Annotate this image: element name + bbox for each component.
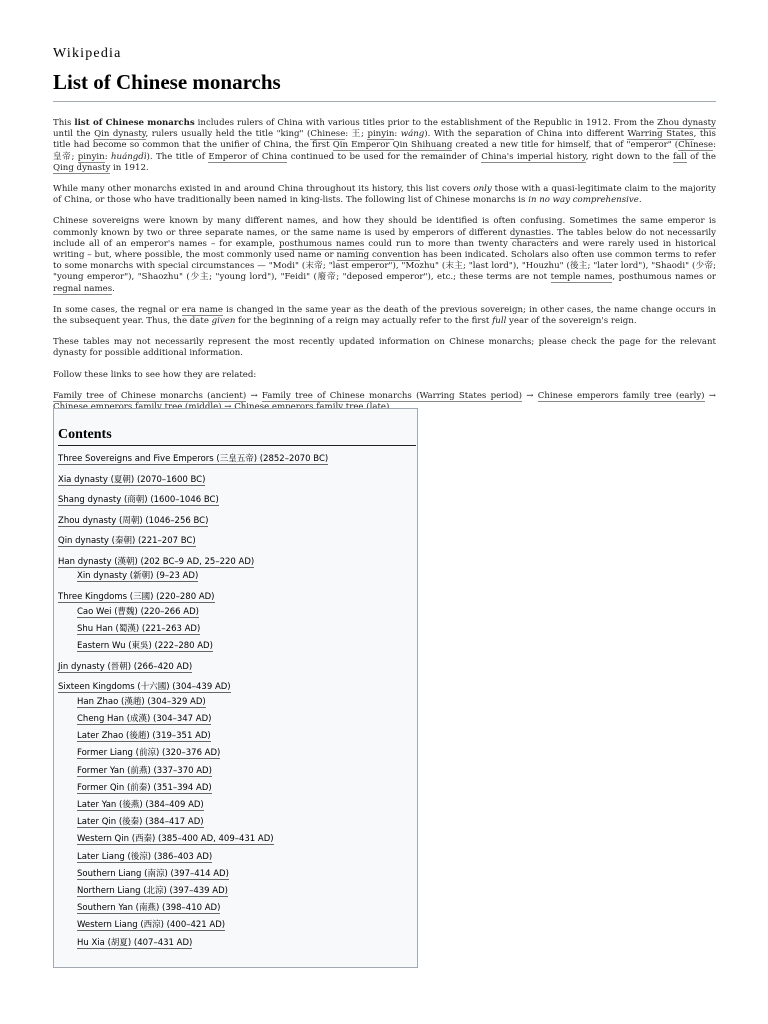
toc-item[interactable]: Three Kingdoms (三國) (220–280 AD) <box>58 592 215 602</box>
intro-paragraph-5: These tables may not necessarily represent the most recently updated information on Chinese monarchs; please check the page for the relevant dynasty for possible additional information. <box>53 337 716 359</box>
toc-item[interactable]: Qin dynasty (秦朝) (221–207 BC) <box>58 536 196 546</box>
intro-paragraph-6: Follow these links to see how they are related: <box>53 369 257 380</box>
toc-subitem[interactable]: Han Zhao (漢趙) (304–329 AD) <box>77 696 206 707</box>
toc-subitem[interactable]: Shu Han (蜀漢) (221–263 AD) <box>77 623 201 634</box>
toc-list <box>58 452 328 953</box>
toc-subitem[interactable]: Eastern Wu (東吳) (222–280 AD) <box>77 640 213 651</box>
link-pinyin[interactable]: pinyin <box>367 129 395 140</box>
toc-subitem[interactable]: Hu Xia (胡夏) (407–431 AD) <box>77 937 193 948</box>
toc-item[interactable]: Han dynasty (漢朝) (202 BC–9 AD, 25–220 AD) <box>58 556 255 567</box>
link-qing-dynasty[interactable]: Qing dynasty <box>53 162 111 173</box>
family-tree-links: Family tree of Chinese monarchs (ancient) → Family tree of Chinese monarchs (Warring States period) → Chinese emperors family tree (early) → <box>53 391 716 413</box>
link-pinyin-2[interactable]: pinyin <box>77 151 105 162</box>
toc-subitem[interactable]: Cheng Han (成漢) (304–347 AD) <box>77 714 212 725</box>
wikipedia-wordmark[interactable]: Wikipedia <box>53 46 122 61</box>
toc-subitem[interactable]: Later Yan (後燕) (384–409 AD) <box>77 800 204 810</box>
toc-subitem[interactable]: Former Qin (前秦) (351–394 AD) <box>77 782 212 793</box>
toc-title: Contents <box>58 427 416 446</box>
toc-subitem[interactable]: Western Qin (西秦) (385–400 AD, 409–431 AD) <box>77 834 274 845</box>
article-body <box>53 118 716 423</box>
link-temple-names[interactable]: temple names <box>550 272 613 283</box>
toc-subitem[interactable]: Southern Liang (南涼) (397–414 AD) <box>77 868 229 879</box>
toc-subitem[interactable]: Western Liang (西涼) (400–421 AD) <box>77 920 226 931</box>
link-zhou-dynasty[interactable]: Zhou dynasty <box>657 118 716 128</box>
link-family-tree-warring-states[interactable]: Family tree of Chinese monarchs (Warring States period) <box>261 390 523 401</box>
link-imperial-history[interactable]: China's imperial history <box>481 151 586 162</box>
link-dynasties[interactable]: dynasties <box>509 227 551 238</box>
link-chinese-language[interactable]: Chinese <box>310 129 346 140</box>
toc-subitem[interactable]: Later Zhao (後趙) (319–351 AD) <box>77 731 211 742</box>
toc-item[interactable]: Shang dynasty (商朝) (1600–1046 BC) <box>58 495 219 505</box>
toc-item[interactable]: Xia dynasty (夏朝) (2070–1600 BC) <box>58 474 206 485</box>
intro-paragraph-2: While many other monarchs existed in and around China throughout its history, this list covers only those with a quasi-legitimate claim to the majority of China, or those who have traditionally been named in king-lists. The following list of Chinese monarchs is in no way comprehensive. <box>53 184 716 206</box>
intro-paragraph-4: In some cases, the regnal or era name is changed in the same year as the death of the previous sovereign; in other cases, the name change occurs in the subsequent year. Thus, the date given for the beginning of a reign may actually refer to the first full year of the sovereign's reign. <box>53 304 716 327</box>
toc-subitem[interactable]: Xin dynasty (新朝) (9–23 AD) <box>77 571 199 581</box>
link-fall-of-qing[interactable]: fall <box>672 151 687 162</box>
link-qin-shihuang[interactable]: Qin Emperor Qin Shihuang <box>332 140 453 151</box>
link-chinese-language-2[interactable]: Chinese <box>678 140 714 151</box>
link-regnal-names[interactable]: regnal names <box>53 283 113 294</box>
link-era-name[interactable]: era name <box>181 304 223 315</box>
link-family-tree-ancient[interactable]: Family tree of Chinese monarchs (ancient) <box>53 390 247 401</box>
link-emperor-of-china[interactable]: Emperor of China <box>208 151 288 162</box>
toc-subitem[interactable]: Later Liang (後涼) (386–403 AD) <box>77 851 213 862</box>
table-of-contents <box>53 408 418 968</box>
intro-paragraph-3: Chinese sovereigns were known by many different names, and how they should be identified is often confusing. Sometimes the same emperor is commonly known by two or three separate names, or the same name is used by emperors of different dynasties. The tables below do not necessarily include all of an emperor's names – for example, posthumous names could run to more than twenty characters and were rarely used in historical writing – but, where possible, the most commonly used name or naming convention has been indicated. Scholars also often use common terms to refer to some monarchs with special circumstances — "Modi" (末帝; "last emperor"), "Mozhu" (末主; "last lord"), "Houzhu" (後主; "later lord"), "Shaodi" (少帝; "young emperor"), "Shaozhu" (少主; "young lord"), "Feidi" (廢帝; "deposed emperor"), etc.; these terms are not temple names, posthumous names or regnal names. <box>53 216 717 294</box>
toc-subitem[interactable]: Later Qin (後秦) (384–417 AD) <box>77 817 204 828</box>
toc-item[interactable]: Sixteen Kingdoms (十六國) (304–439 AD) <box>58 682 231 693</box>
intro-paragraph-1: This list of Chinese monarchs includes rulers of China with various titles prior to the establishment of the Republic in 1912. From the Zhou dynasty until the Qin dynasty, rulers usually held the title "king" (Chinese: 王; pinyin: wáng). With the separation of China into different Warring States, this title had become so common that the unifier of China, the first Qin Emperor Qin Shihuang created a new title for himself, that of "emperor" (Chinese: 皇帝; pinyin: huángdì). The title of Emperor of China continued to be used for the remainder of China's imperial history, right down to the fall of the Qing dynasty in 1912. <box>53 118 716 173</box>
toc-subitem[interactable]: Former Yan (前燕) (337–370 AD) <box>77 765 212 776</box>
toc-subitem[interactable]: Southern Yan (南燕) (398–410 AD) <box>77 903 221 914</box>
page-title: List of Chinese monarchs <box>53 70 716 102</box>
toc-subitem[interactable]: Former Liang (前涼) (320–376 AD) <box>77 748 221 759</box>
link-posthumous-names[interactable]: posthumous names <box>279 238 365 249</box>
toc-subitem[interactable]: Cao Wei (曹魏) (220–266 AD) <box>77 606 199 617</box>
toc-item[interactable]: Jin dynasty (晉朝) (266–420 AD) <box>58 661 193 672</box>
link-naming-convention[interactable]: naming convention <box>336 250 420 261</box>
link-warring-states[interactable]: Warring States <box>627 129 694 140</box>
toc-item[interactable]: Three Sovereigns and Five Emperors (三皇五帝) (2852–2070 BC) <box>58 454 329 464</box>
link-family-tree-early[interactable]: Chinese emperors family tree (early) <box>537 390 705 401</box>
link-qin-dynasty[interactable]: Qin dynasty <box>94 129 146 140</box>
toc-item[interactable]: Zhou dynasty (周朝) (1046–256 BC) <box>58 515 209 526</box>
toc-subitem[interactable]: Northern Liang (北涼) (397–439 AD) <box>77 885 228 896</box>
